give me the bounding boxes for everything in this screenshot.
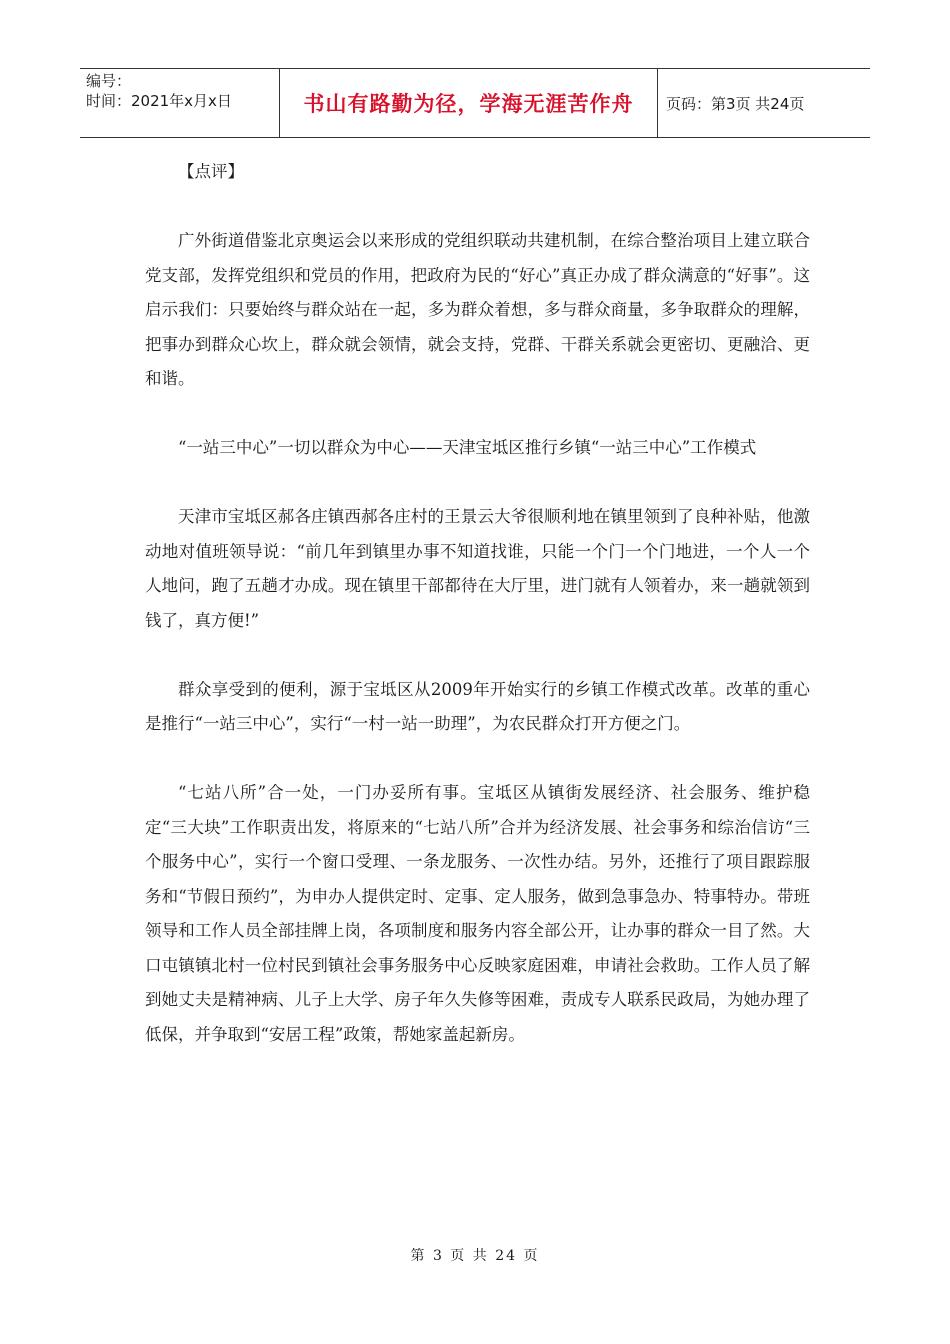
header-page-info: 页码：第3页 共24页 xyxy=(666,94,805,113)
paragraph: 广外街道借鉴北京奥运会以来形成的党组织联动共建机制，在综合整治项目上建立联合党支部，发挥党组织和党员的作用，把政府为民的“好心”真正办成了群众满意的“好事”。这启示我们：只要始终与群众站在一起，多为群众着想，多与群众商量，多争取群众的理解，把事办到群众心坎上，群众就会领情，就会支持，党群、干群关系就会更密切、更融洽、更和谐。 xyxy=(145,231,810,388)
header-motto: 书山有路勤为径，学海无涯苦作舟 xyxy=(280,69,658,137)
document-body xyxy=(145,155,810,1087)
section-heading: “一站三中心”一切以群众为中心——天津宝坻区推行乡镇“一站三中心”工作模式 xyxy=(178,438,757,457)
paragraph: 天津市宝坻区郝各庄镇西郝各庄村的王景云大爷很顺利地在镇里领到了良种补贴，他激动地对值班领导说：“前几年到镇里办事不知道找谁，只能一个门一个门地进，一个人一个人地问，跑了五趟才办成。现在镇里干部都待在大厅里，进门就有人领着办，来一趟就领到钱了，真方便!” xyxy=(145,507,810,630)
page-footer: 第 3 页 共 24 页 xyxy=(410,1248,540,1264)
header-meta xyxy=(80,69,280,137)
paragraph: “七站八所”合一处，一门办妥所有事。宝坻区从镇街发展经济、社会服务、维护稳定“三大块”工作职责出发，将原来的“七站八所”合并为经济发展、社会事务和综治信访“三个服务中心”，实行一个窗口受理、一条龙服务、一次性办结。另外，还推行了项目跟踪服务和“节假日预约”，为申办人提供定时、定事、定人服务，做到急事急办、特事特办。带班领导和工作人员全部挂牌上岗，各项制度和服务内容全部公开，让办事的群众一目了然。大口屯镇镇北村一位村民到镇社会事务服务中心反映家庭困难，申请社会救助。工作人员了解到她丈夫是精神病、儿子上大学、房子年久失修等困难，责成专人联系民政局，为她办理了低保，并争取到“安居工程”政策，帮她家盖起新房。 xyxy=(145,783,810,1044)
document-header xyxy=(80,68,870,138)
comment-tag: 【点评】 xyxy=(178,162,244,181)
time-label: 时间：2021年x月x日 xyxy=(86,92,232,110)
paragraph: 群众享受到的便利，源于宝坻区从2009年开始实行的乡镇工作模式改革。改革的重心是推行“一站三中心”，实行“一村一站一助理”，为农民群众打开方便之门。 xyxy=(145,679,810,733)
serial-label: 编号： xyxy=(86,72,132,90)
